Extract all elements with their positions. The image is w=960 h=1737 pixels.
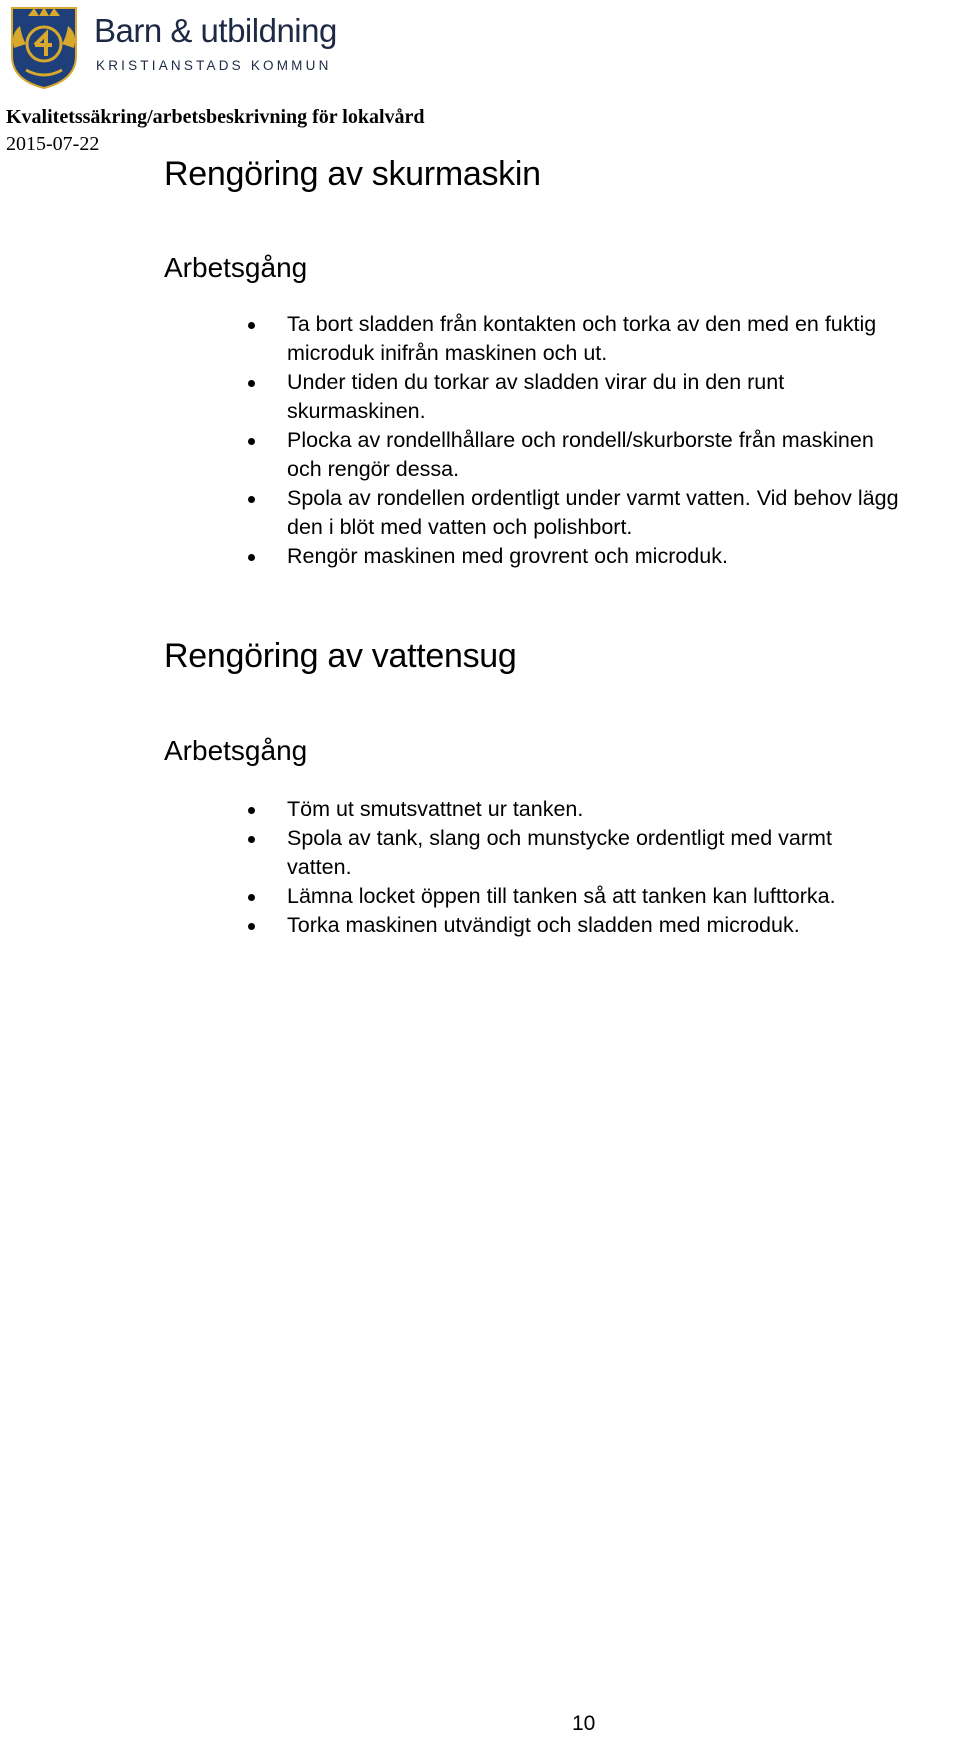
list-item-line: den i blöt med vatten och polishbort. bbox=[287, 515, 633, 539]
section-heading-vattensug: Rengöring av vattensug bbox=[164, 637, 517, 675]
list-item-line: Under tiden du torkar av sladden virar du in den runt bbox=[287, 370, 785, 394]
list-item bbox=[0, 426, 960, 484]
bullet-icon bbox=[248, 380, 255, 387]
municipality-crest-logo bbox=[8, 4, 80, 90]
page-header bbox=[8, 4, 908, 94]
list-item bbox=[0, 824, 960, 882]
bullet-icon bbox=[248, 807, 255, 814]
organization-title: Barn & utbildning bbox=[94, 12, 337, 49]
list-item-line: vatten. bbox=[287, 855, 352, 879]
bullet-icon bbox=[248, 923, 255, 930]
section-subheading-arbetsgang: Arbetsgång bbox=[164, 252, 308, 283]
list-item bbox=[0, 911, 960, 940]
list-item-line: Spola av tank, slang och munstycke ordentligt med varmt bbox=[287, 826, 832, 850]
list-item-line: och rengör dessa. bbox=[287, 457, 460, 481]
document-date: 2015-07-22 bbox=[6, 133, 100, 155]
list-item bbox=[0, 795, 960, 824]
page-number: 10 bbox=[572, 1712, 596, 1735]
bullet-icon bbox=[248, 836, 255, 843]
list-item-line: Töm ut smutsvattnet ur tanken. bbox=[287, 797, 584, 821]
organization-subtitle: KRISTIANSTADS KOMMUN bbox=[96, 58, 332, 73]
list-item bbox=[0, 542, 960, 571]
list-item-line: Ta bort sladden från kontakten och torka av den med en fuktig bbox=[287, 312, 877, 336]
list-item-line: Lämna locket öppen till tanken så att tanken kan lufttorka. bbox=[287, 884, 836, 908]
task-list-vattensug bbox=[0, 795, 960, 940]
list-item-line: microduk inifrån maskinen och ut. bbox=[287, 341, 608, 365]
section-heading-skurmaskin: Rengöring av skurmaskin bbox=[164, 155, 541, 193]
bullet-icon bbox=[248, 438, 255, 445]
list-item bbox=[0, 882, 960, 911]
bullet-icon bbox=[248, 496, 255, 503]
list-item-line: Spola av rondellen ordentligt under varmt vatten. Vid behov lägg bbox=[287, 486, 899, 510]
bullet-icon bbox=[248, 554, 255, 561]
document-title: Kvalitetssäkring/arbetsbeskrivning för lokalvård bbox=[6, 106, 425, 128]
list-item bbox=[0, 368, 960, 426]
list-item-line: skurmaskinen. bbox=[287, 399, 426, 423]
list-item-line: Plocka av rondellhållare och rondell/skurborste från maskinen bbox=[287, 428, 874, 452]
task-list-skurmaskin bbox=[0, 310, 960, 571]
bullet-icon bbox=[248, 322, 255, 329]
list-item bbox=[0, 484, 960, 542]
section-subheading-arbetsgang: Arbetsgång bbox=[164, 735, 308, 766]
list-item-line: Rengör maskinen med grovrent och microduk. bbox=[287, 544, 728, 568]
list-item-line: Torka maskinen utvändigt och sladden med microduk. bbox=[287, 913, 800, 937]
list-item bbox=[0, 310, 960, 368]
bullet-icon bbox=[248, 894, 255, 901]
